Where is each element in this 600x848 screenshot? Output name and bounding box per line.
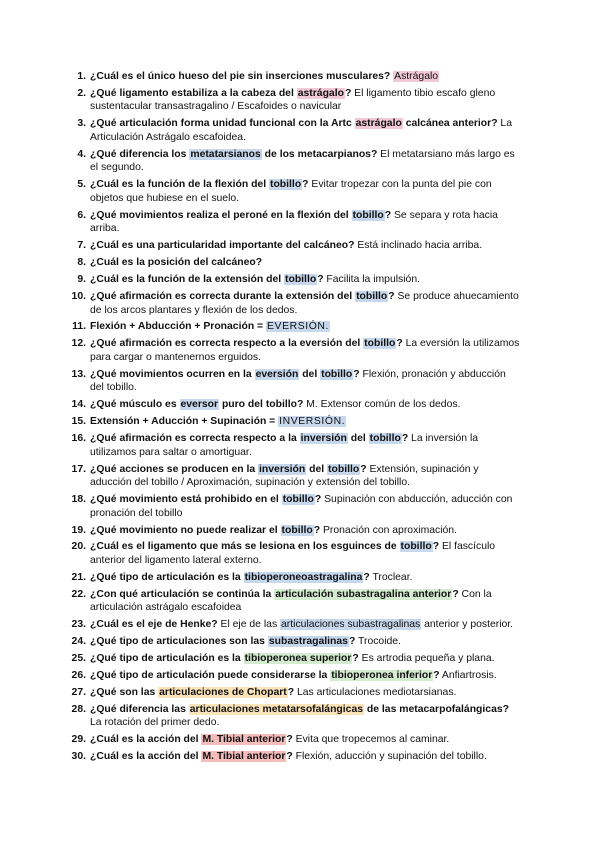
question-text: de las metacarpofalángicas?	[364, 703, 509, 715]
question-text: ¿Qué diferencia las	[90, 703, 189, 715]
highlighted-term: EVERSIÓN.	[267, 321, 330, 333]
question-item	[71, 368, 520, 395]
answer-text: El fascículo anterior del ligamento lateral externo.	[90, 541, 496, 567]
answer-text: La Articulación Astrágalo escafoidea.	[90, 118, 512, 143]
question-number: 2.	[77, 87, 86, 99]
question-item	[72, 320, 520, 334]
question-text: ?	[433, 669, 440, 681]
question-text: ?	[344, 87, 352, 99]
question-text: ¿Qué movimientos realiza el peroné en la flexión del	[90, 209, 352, 221]
answer-text: La rotación del primer dedo.	[90, 717, 220, 729]
question-item	[71, 733, 520, 747]
question-text: ?	[286, 734, 293, 746]
highlighted-term: tibioperonea superior	[244, 653, 352, 665]
question-text: Flexión + Abducción + Pronación =	[90, 321, 267, 333]
question-text: ?	[287, 686, 295, 698]
question-item	[71, 493, 520, 520]
highlighted-term: tobillo	[364, 338, 396, 350]
question-item	[71, 337, 520, 364]
question-item	[71, 669, 520, 683]
question-number: 12.	[71, 338, 86, 350]
answer-text: La inversión la utilizamos para saltar o amortiguar.	[90, 433, 479, 458]
question-text: ¿Cuál es el ligamento que más se lesiona en los esguinces de	[90, 541, 400, 553]
question-number: 17.	[71, 463, 86, 475]
answer-text: El eje de las	[217, 619, 281, 631]
question-item	[71, 463, 520, 490]
answer-text: Trocoide.	[355, 636, 401, 648]
question-text: ¿Qué afirmación es correcta respecto a la eversión del	[90, 338, 364, 350]
question-number: 23.	[71, 619, 86, 631]
question-text: ¿Qué acciones se producen en la	[90, 463, 259, 475]
question-list	[71, 70, 520, 767]
question-number: 27.	[71, 686, 86, 698]
question-number: 16.	[71, 433, 86, 445]
question-text: ¿Qué tipo de articulación es la	[90, 653, 244, 665]
highlighted-term: M. Tibial anterior	[202, 751, 286, 763]
question-text: de los metacarpianos?	[261, 148, 378, 160]
question-text: ¿Qué son las	[90, 686, 159, 698]
answer-text: Evitar tropezar con la punta del pie con objetos que hubiese en el suelo.	[90, 179, 492, 204]
answer-text: Está inclinado hacia arriba.	[354, 240, 483, 252]
question-number: 13.	[71, 368, 86, 380]
highlighted-term: tibioperoneoastragalina	[244, 571, 363, 583]
answer-text: Pronación con aproximación.	[320, 524, 457, 536]
highlighted-term: tobillo	[282, 494, 314, 506]
question-number: 10.	[71, 290, 86, 302]
question-item	[71, 703, 520, 730]
answer-text: Evita que tropecemos al caminar.	[292, 734, 450, 746]
question-text: ¿Qué movimiento no puede realizar el	[90, 524, 281, 536]
question-number: 15.	[71, 416, 86, 428]
highlighted-term: articulaciones metatarsofalángicas	[189, 703, 364, 715]
highlighted-term: articulaciones de Chopart	[159, 686, 287, 698]
question-text: ¿Cuál es la función de la flexión del	[90, 179, 269, 191]
question-text: ¿Qué ligamento estabiliza a la cabeza del	[90, 87, 297, 99]
question-number: 14.	[71, 399, 86, 411]
answer-text: El metatarsiano más largo es el segundo.	[90, 148, 515, 174]
question-item	[77, 273, 520, 287]
question-text: ?	[353, 368, 360, 380]
answer-text: Con la articulación astrágalo escafoidea	[90, 588, 492, 614]
question-text: ¿Qué movimiento está prohibido en el	[90, 494, 282, 506]
question-text: ¿Qué articulación forma unidad funcional con la Artc	[90, 118, 355, 130]
question-item	[77, 148, 520, 175]
question-item	[77, 239, 520, 253]
question-text: calcánea anterior?	[402, 118, 498, 130]
question-text: del	[347, 433, 369, 445]
question-number: 28.	[71, 703, 86, 715]
question-text: ?	[360, 463, 367, 475]
question-number: 24.	[71, 636, 86, 648]
question-text: ?	[384, 209, 392, 221]
question-text: ¿Cuál es el único hueso del pie sin inserciones musculares?	[90, 71, 391, 82]
question-item	[71, 750, 520, 764]
question-number: 30.	[71, 751, 86, 763]
question-number: 19.	[71, 524, 86, 536]
question-number: 7.	[77, 240, 86, 252]
question-item	[71, 398, 520, 412]
question-item	[71, 635, 520, 649]
highlighted-term: tibioperonea inferior	[331, 669, 433, 681]
question-number: 3.	[77, 118, 86, 130]
question-text: ?	[314, 494, 322, 506]
question-number: 22.	[71, 588, 86, 600]
question-item	[77, 70, 520, 84]
question-number: 11.	[72, 321, 86, 333]
question-text: ¿Cuál es una particularidad importante del calcáneo?	[90, 240, 355, 252]
question-item	[71, 415, 520, 429]
highlighted-term: inversión	[300, 433, 347, 445]
highlighted-term: eversor	[180, 399, 219, 411]
highlighted-term: eversión	[255, 368, 299, 380]
highlighted-term: tobillo	[352, 209, 384, 221]
question-number: 4.	[77, 148, 86, 160]
highlighted-term: subastragalinas	[268, 636, 348, 648]
question-text: ¿Qué tipo de articulación puede considerarse la	[90, 669, 331, 681]
question-text: ¿Qué tipo de articulación es la	[90, 571, 244, 583]
highlighted-term: inversión	[259, 463, 306, 475]
question-text: Extensión + Aducción + Supinación =	[90, 416, 279, 428]
answer-text: Las articulaciones mediotarsianas.	[294, 686, 457, 698]
answer-text: Facilita la impulsión.	[323, 274, 420, 286]
highlighted-term: tobillo	[369, 433, 401, 445]
question-number: 29.	[71, 734, 86, 746]
question-text: ¿Qué tipo de articulaciones son las	[90, 636, 268, 648]
question-number: 8.	[77, 257, 86, 269]
answer-text: Flexión, pronación y abducción del tobillo.	[90, 368, 506, 394]
answer-text: anterior y posterior.	[421, 619, 514, 631]
question-text: ?	[388, 290, 395, 302]
highlighted-term: tobillo	[270, 179, 302, 191]
highlighted-term: articulaciones subastragalinas	[281, 619, 421, 631]
highlighted-term: articulación subastragalina anterior	[275, 588, 452, 600]
question-item	[77, 178, 520, 205]
question-text: ?	[313, 524, 321, 536]
question-item	[71, 524, 520, 538]
question-text: ¿Cuál es la acción del	[90, 734, 202, 746]
question-text: del	[299, 368, 321, 380]
question-text: ¿Cuál es la posición del calcáneo?	[90, 257, 263, 269]
question-item	[77, 209, 520, 236]
question-text: ?	[396, 338, 403, 350]
answer-text: Extensión, supinación y aducción del tobillo / Aproximación, supinación y extensión del tobillo.	[90, 463, 479, 489]
answer-text: Troclear.	[369, 571, 413, 583]
question-text: ?	[348, 636, 356, 648]
question-text: ¿Qué diferencia los	[90, 148, 190, 160]
question-number: 5.	[77, 179, 86, 191]
question-text: ?	[286, 751, 293, 763]
question-item	[71, 571, 520, 585]
highlighted-term: INVERSIÓN.	[279, 416, 346, 428]
answer-text: Anfiartrosis.	[439, 669, 497, 681]
question-item	[71, 588, 520, 615]
question-text: ?	[432, 541, 440, 553]
question-text: ?	[317, 274, 324, 286]
question-text: ?	[363, 571, 370, 583]
question-item	[71, 686, 520, 700]
question-text: del	[306, 463, 328, 475]
question-item	[71, 540, 520, 567]
highlighted-term: astrágalo	[297, 87, 344, 99]
question-item	[71, 618, 520, 632]
highlighted-term: tobillo	[328, 463, 360, 475]
question-text: ¿Cuál es la función de la extensión del	[90, 274, 285, 286]
highlighted-term: tobillo	[281, 524, 313, 536]
question-number: 6.	[77, 209, 86, 221]
question-text: ¿Con qué articulación se continúa la	[90, 588, 275, 600]
answer-text: Flexión, aducción y supinación del tobillo.	[292, 751, 487, 763]
answer-text: Supinación con abducción, aducción con pronación del tobillo	[90, 494, 513, 519]
question-item	[77, 117, 520, 144]
question-text: ?	[352, 653, 359, 665]
question-item	[77, 87, 520, 114]
question-text: ¿Qué afirmación es correcta respecto a la	[90, 433, 300, 445]
highlighted-term: M. Tibial anterior	[202, 734, 286, 746]
answer-text: M. Extensor común de los dedos.	[303, 399, 461, 411]
highlighted-term: tobillo	[285, 274, 317, 286]
question-number: 1.	[77, 71, 86, 82]
question-text: ¿Qué afirmación es correcta durante la extensión del	[90, 290, 356, 302]
answer-text: La eversión la utilizamos para cargar o mantenernos erguidos.	[90, 338, 520, 363]
highlighted-term: metatarsianos	[190, 148, 261, 160]
question-item	[77, 256, 520, 270]
question-item	[71, 432, 520, 459]
highlighted-term: tobillo	[400, 541, 432, 553]
question-text: ?	[302, 179, 309, 191]
question-number: 18.	[71, 494, 86, 506]
question-text: ¿Cuál es la acción del	[90, 751, 202, 763]
highlighted-term: tobillo	[356, 290, 388, 302]
question-text: ¿Qué movimientos ocurren en la	[90, 368, 255, 380]
highlighted-term: tobillo	[321, 368, 353, 380]
answer-text: El ligamento tibio escafo gleno sustentacular transastragalino / Escafoides o navicular	[90, 87, 496, 113]
question-item	[71, 652, 520, 666]
question-text: ¿Cuál es el eje de Henke?	[90, 619, 218, 631]
answer-text: Es artrodia pequeña y plana.	[358, 653, 495, 665]
question-number: 26.	[71, 669, 86, 681]
question-item	[71, 290, 520, 317]
question-text: ?	[452, 588, 459, 600]
answer-text: Se separa y rota hacia arriba.	[90, 209, 498, 235]
highlighted-term: astrágalo	[355, 118, 402, 130]
question-number: 21.	[71, 571, 86, 583]
question-text: ?	[401, 433, 409, 445]
question-number: 25.	[71, 653, 86, 665]
question-number: 20.	[71, 541, 86, 553]
question-number: 9.	[77, 274, 86, 286]
highlighted-term: Astrágalo	[394, 71, 439, 82]
question-text: ¿Qué músculo es	[90, 399, 180, 411]
answer-text: Se produce ahuecamiento de los arcos plantares y flexión de los dedos.	[90, 290, 519, 316]
question-text: puro del tobillo?	[219, 399, 304, 411]
